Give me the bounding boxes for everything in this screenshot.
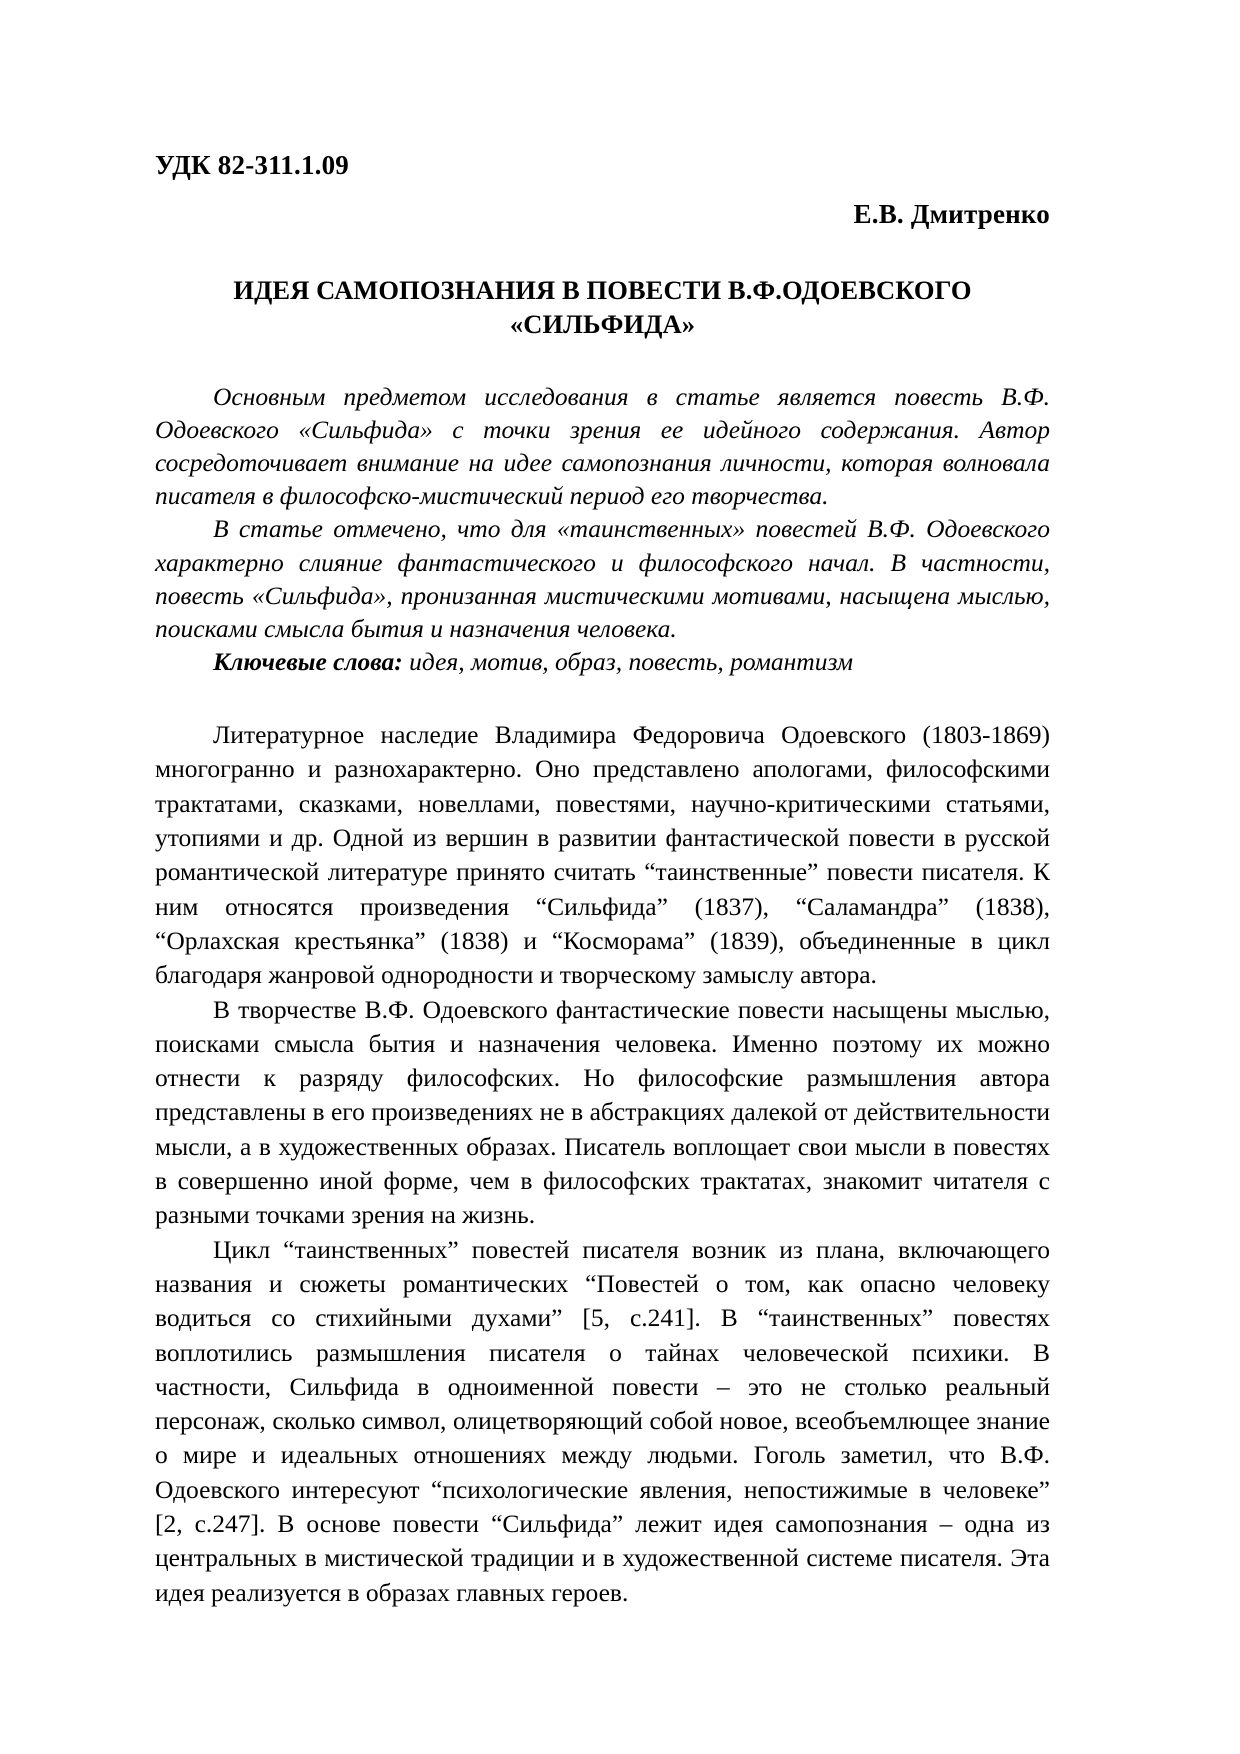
keywords-label: Ключевые слова: (213, 647, 403, 677)
body-paragraph: Литературное наследие Владимира Федоровича Одоевского (1803-1869) многогранно и разнохарактерно. Оно представлено апологами, философскими трактатами, сказками, новеллами, повестями, научно-критическими статьями, утопиями и др. Одной из вершин в развитии фантастической повести в русской романтической литературе принято считать “таинственные” повести писателя. К ним относятся произведения “Сильфида” (1837), “Саламандра” (1838), “Орлахская крестьянка” (1838) и “Косморама” (1839), объединенные в цикл благодаря жанровой однородности и творческому замыслу автора. (155, 720, 1050, 990)
abstract-paragraph: В статье отмечено, что для «таинственных» повестей В.Ф. Одоевского характерно слияние фантастического и философского начал. В частности, повесть «Сильфида», пронизанная мистическими мотивами, насыщена мыслью, поисками смысла бытия и назначения человека. (155, 514, 1050, 643)
body-paragraph: Цикл “таинственных” повестей писателя возник из плана, включающего названия и сюжеты романтических “Повестей о том, как опасно человеку водиться со стихийными духами” [5, с.241]. В “таинственных” повестях воплотились размышления писателя о тайнах человеческой психики. В частности, Сильфида в одноименной повести – это не столько реальный персонаж, сколько символ, олицетворяющий собой новое, всеобъемлющее знание о мире и идеальных отношениях между людьми. Гоголь заметил, что В.Ф. Одоевского интересуют “психологические явления, непостижимые в человеке” [2, с.247]. В основе повести “Сильфида” лежит идея самопознания – одна из центральных в мистической традиции и в художественной системе писателя. Эта идея реализуется в образах главных героев. (155, 1234, 1050, 1607)
article-title (155, 274, 1050, 342)
article-title-line-2: «СИЛЬФИДА» (509, 309, 696, 339)
keywords-line (155, 645, 1050, 678)
article-title-line-1: ИДЕЯ САМОПОЗНАНИЯ В ПОВЕСТИ В.Ф.ОДОЕВСКОГО (233, 275, 972, 306)
author-name: Е.В. Дмитренко (853, 199, 1050, 230)
keywords-value: идея, мотив, образ, повесть, романтизм (402, 647, 854, 677)
abstract-paragraph: Основным предметом исследования в статье является повесть В.Ф. Одоевского «Сильфида» с точки зрения ее идейного содержания. Автор сосредоточивает внимание на идее самопознания личности, которая волновала писателя в философско-мистический период его творчества. (155, 381, 1050, 511)
udc-code: УДК 82-311.1.09 (155, 150, 349, 180)
body-paragraph: В творчестве В.Ф. Одоевского фантастические повести насыщены мыслью, поисками смысла бытия и назначения человека. Именно поэтому их можно отнести к разряду философских. Но философские размышления автора представлены в его произведениях не в абстракциях далекой от действительности мысли, а в художественных образах. Писатель воплощает свои мысли в повестях в совершенно иной форме, чем в философских трактатах, знакомит читателя с разными точками зрения на жизнь. (155, 994, 1050, 1230)
